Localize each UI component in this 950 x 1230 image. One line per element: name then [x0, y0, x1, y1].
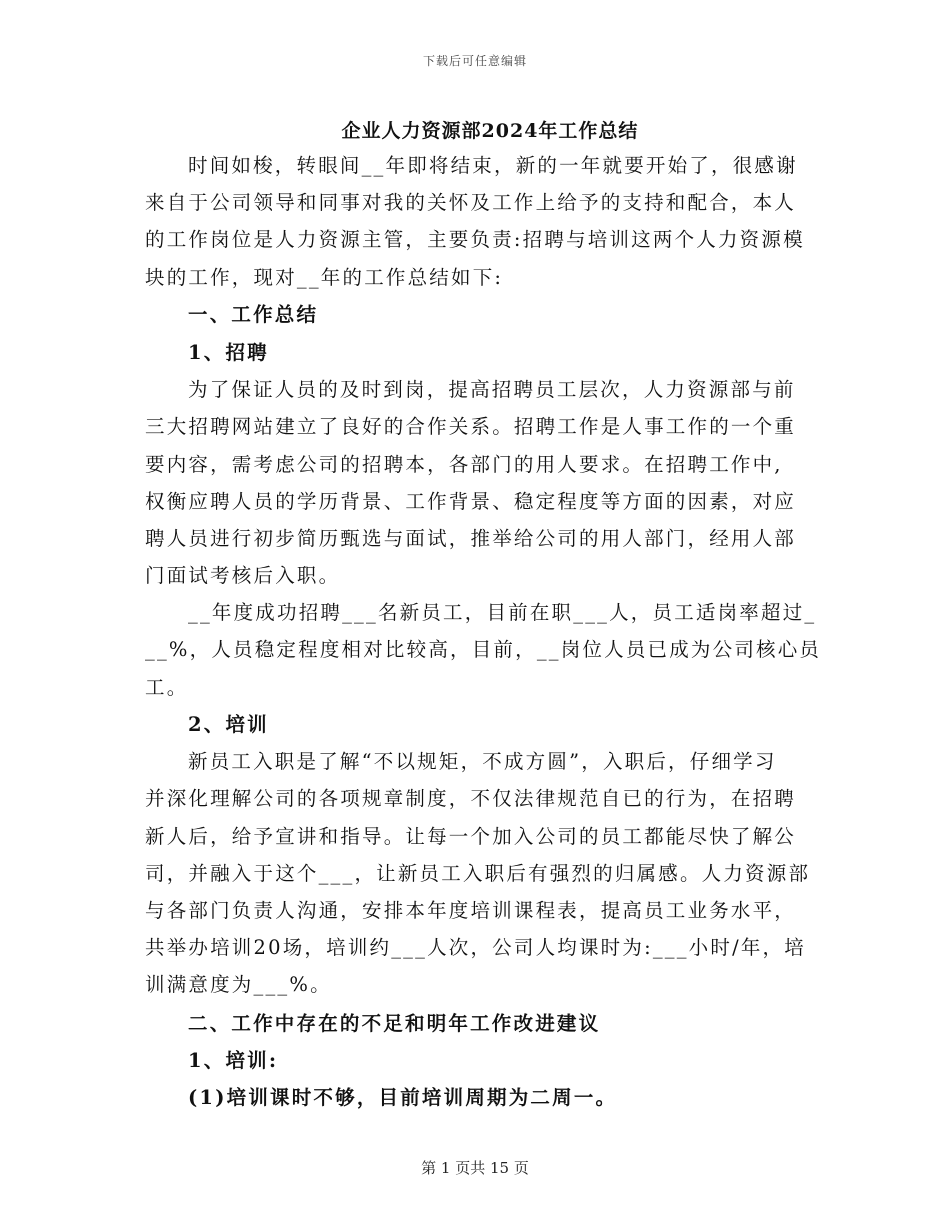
body-line: 的工作岗位是人力资源主管，主要负责:招聘与培训这两个人力资源模 [145, 228, 805, 251]
section-heading: 一、工作总结 [188, 303, 319, 326]
subsection-heading: 1、培训: [188, 1049, 279, 1072]
body-line: 三大招聘网站建立了良好的合作关系。招聘工作是人事工作的一个重 [145, 415, 797, 438]
body-line: 权衡应聘人员的学历背景、工作背景、稳定程度等方面的因素，对应 [145, 490, 797, 513]
page-footer: 第 1 页共 15 页 [421, 1159, 529, 1177]
subsection-heading: 1、招聘 [188, 341, 269, 364]
body-line: 要内容，需考虑公司的招聘本，各部门的用人要求。在招聘工作中, [145, 453, 783, 476]
body-line: 门面试考核后入职。 [145, 564, 341, 587]
page-header: 下载后可任意编辑 [422, 54, 527, 68]
body-line: 新员工入职是了解“不以规矩，不成方圆”，入职后，仔细学习 [188, 750, 777, 773]
body-line: 块的工作，现对__年的工作总结如下: [145, 266, 504, 289]
body-line: 时间如梭，转眼间__年即将结束，新的一年就要开始了，很感谢 [188, 154, 798, 177]
body-line: 共举办培训20场，培训约___人次，公司人均课时为:___小时/年，培 [145, 936, 806, 959]
body-line: 聘人员进行初步简历甄选与面试，推举给公司的用人部门，经用人部 [145, 527, 797, 550]
body-line: 新人后，给予宣讲和指导。让每一个加入公司的员工都能尽快了解公 [145, 825, 797, 848]
body-line: __%，人员稳定程度相对比较高，目前，__岗位人员已成为公司核心员 [145, 638, 822, 661]
body-line: 来自于公司领导和同事对我的关怀及工作上给予的支持和配合，本人 [145, 191, 797, 214]
body-line: 与各部门负责人沟通，安排本年度培训课程表，提高员工业务水平， [145, 899, 797, 922]
body-line: 为了保证人员的及时到岗，提高招聘员工层次，人力资源部与前 [188, 378, 796, 401]
body-line: 工。 [145, 676, 189, 699]
body-line: 并深化理解公司的各项规章制度，不仅法律规范自已的行为，在招聘 [145, 787, 797, 810]
body-line: 训满意度为___%。 [145, 973, 332, 996]
document-title: 企业人力资源部2024年工作总结 [341, 120, 639, 142]
body-line: 司，并融入于这个___，让新员工入职后有强烈的归属感。人力资源部 [145, 862, 811, 885]
section-heading: 二、工作中存在的不足和明年工作改进建议 [188, 1012, 601, 1035]
subsection-heading: 2、培训 [188, 713, 269, 736]
list-item: (1)培训课时不够，目前培训周期为二周一。 [188, 1086, 618, 1109]
body-line: __年度成功招聘___名新员工，目前在职___人，员工适岗率超过_ [188, 601, 817, 624]
